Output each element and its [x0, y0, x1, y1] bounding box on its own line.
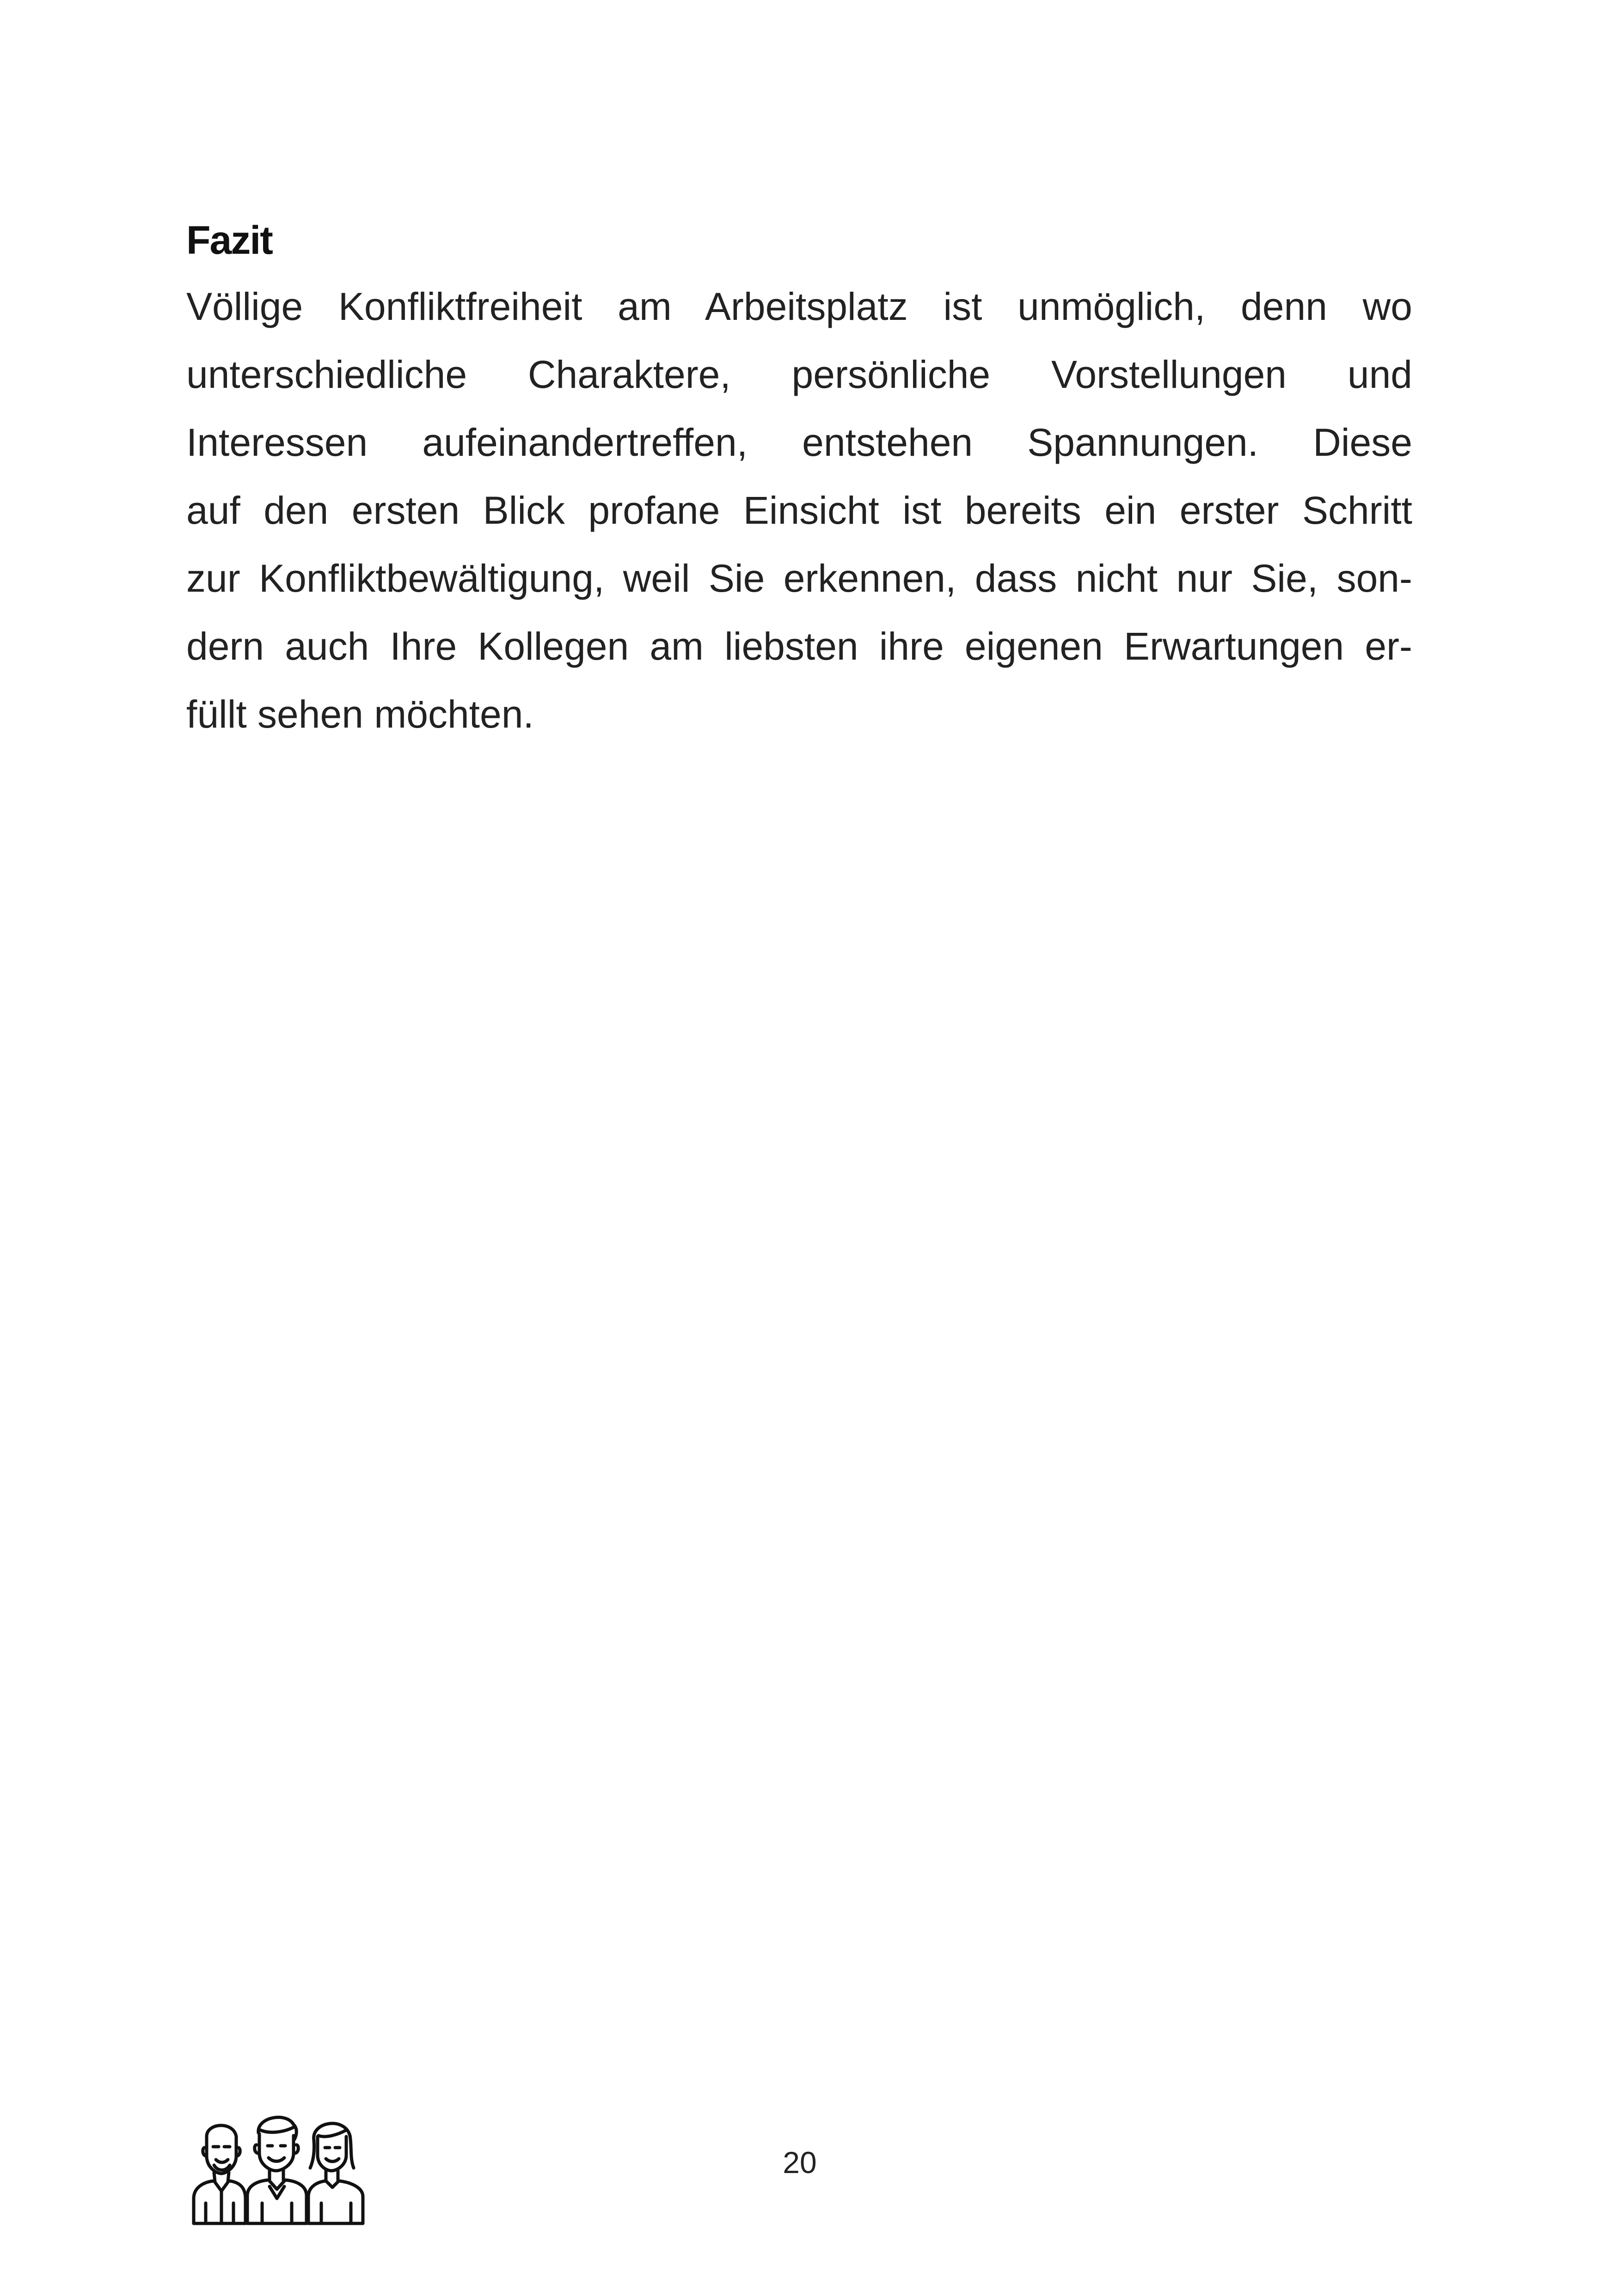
paragraph-line: unterschiedliche Charaktere, persönliche Vorstellungen und	[186, 353, 1412, 396]
paragraph-line: Völlige Konfliktfreiheit am Arbeitsplatz ist unmöglich, denn wo	[186, 285, 1412, 328]
paragraph-line: Interessen aufeinandertreffen, entstehen Spannungen. Diese	[186, 421, 1412, 464]
page-number: 20	[783, 2145, 817, 2180]
section-heading: Fazit	[186, 218, 272, 263]
three-people-icon	[187, 2108, 372, 2226]
section-paragraph	[186, 273, 1412, 748]
person-middle	[247, 2117, 306, 2223]
person-left	[194, 2125, 245, 2223]
paragraph-line: füllt sehen möchten.	[186, 692, 534, 736]
person-right	[308, 2124, 363, 2223]
paragraph-line: dern auch Ihre Kollegen am liebsten ihre eigenen Erwartungen er-	[186, 625, 1412, 668]
paragraph-line: auf den ersten Blick profane Einsicht ist bereits ein erster Schritt	[186, 489, 1412, 532]
paragraph-line: zur Konfliktbewältigung, weil Sie erkennen, dass nicht nur Sie, son-	[186, 557, 1412, 600]
section-fazit	[186, 208, 1412, 748]
